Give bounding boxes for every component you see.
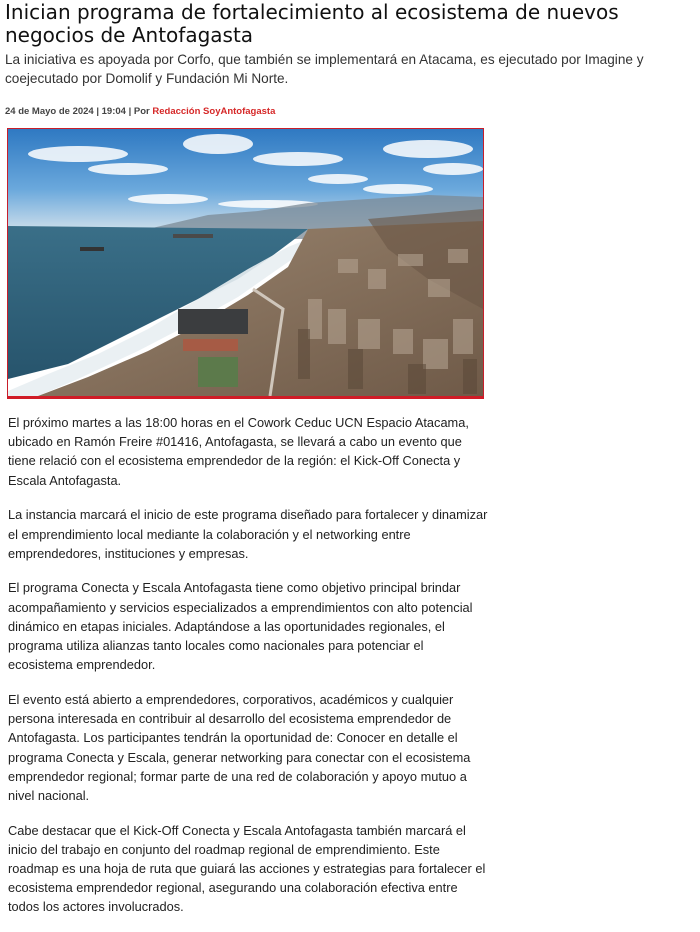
article-paragraph: Cabe destacar que el Kick-Off Conecta y Escala Antofagasta también marcará el inicio del trabajo en conjunto del roadmap regional de emprendimiento. Este roadmap es una hoja de ruta que guiará las acciones y estrategias para fortalecer el ecosistema emprendedor regional, asegurando una colaboración efectiva entre todos los actores involucrados. [8, 822, 486, 915]
article-paragraph: El próximo martes a las 18:00 horas en el Cowork Ceduc UCN Espacio Atacama, ubicado en Ramón Freire #01416, Antofagasta, se llevará a cabo un evento que tiene relació con el ecosistema emprendedor de la región: el Kick-Off Conecta y Escala Antofagasta. [8, 415, 469, 488]
article-subtitle: La iniciativa es apoyada por Corfo, que también se implementará en Atacama, es ejecutado por Imagine y coejecutado por Domolif y Fundación Mi Norte. [5, 52, 644, 86]
publish-date: 24 de Mayo de 2024 | 19:04 | Por [5, 106, 153, 117]
byline [5, 106, 275, 117]
article-body [8, 413, 490, 932]
author-link[interactable]: Redacción SoyAntofagasta [152, 106, 276, 117]
article-paragraph: La instancia marcará el inicio de este programa diseñado para fortalecer y dinamizar el emprendimiento local mediante la colaboración y el networking entre emprendedores, instituciones y empresas. [8, 507, 488, 561]
article-paragraph: El evento está abierto a emprendedores, corporativos, académicos y cualquier persona interesada en contribuir al desarrollo del ecosistema emprendedor de Antofagasta. Los participantes tendrán la oportunidad de: Conocer en detalle el programa Conecta y Escala, generar networking para conectar con el ecosistema emprendedor regional; formar parte de una red de colaboración y apoyo mutuo a nivel nacional. [8, 691, 471, 803]
article-title: Inician programa de fortalecimiento al ecosistema de nuevos negocios de Antofagasta [5, 0, 619, 47]
article-paragraph: El programa Conecta y Escala Antofagasta tiene como objetivo principal brindar acompañamiento y servicios especializados a emprendimientos con alto potencial dinámico en etapas iniciales. Adaptándose a las oportunidades regionales, el programa utiliza alianzas tanto locales como nacionales para potenciar el ecosistema emprendedor. [8, 580, 473, 673]
article-photo [7, 128, 484, 399]
